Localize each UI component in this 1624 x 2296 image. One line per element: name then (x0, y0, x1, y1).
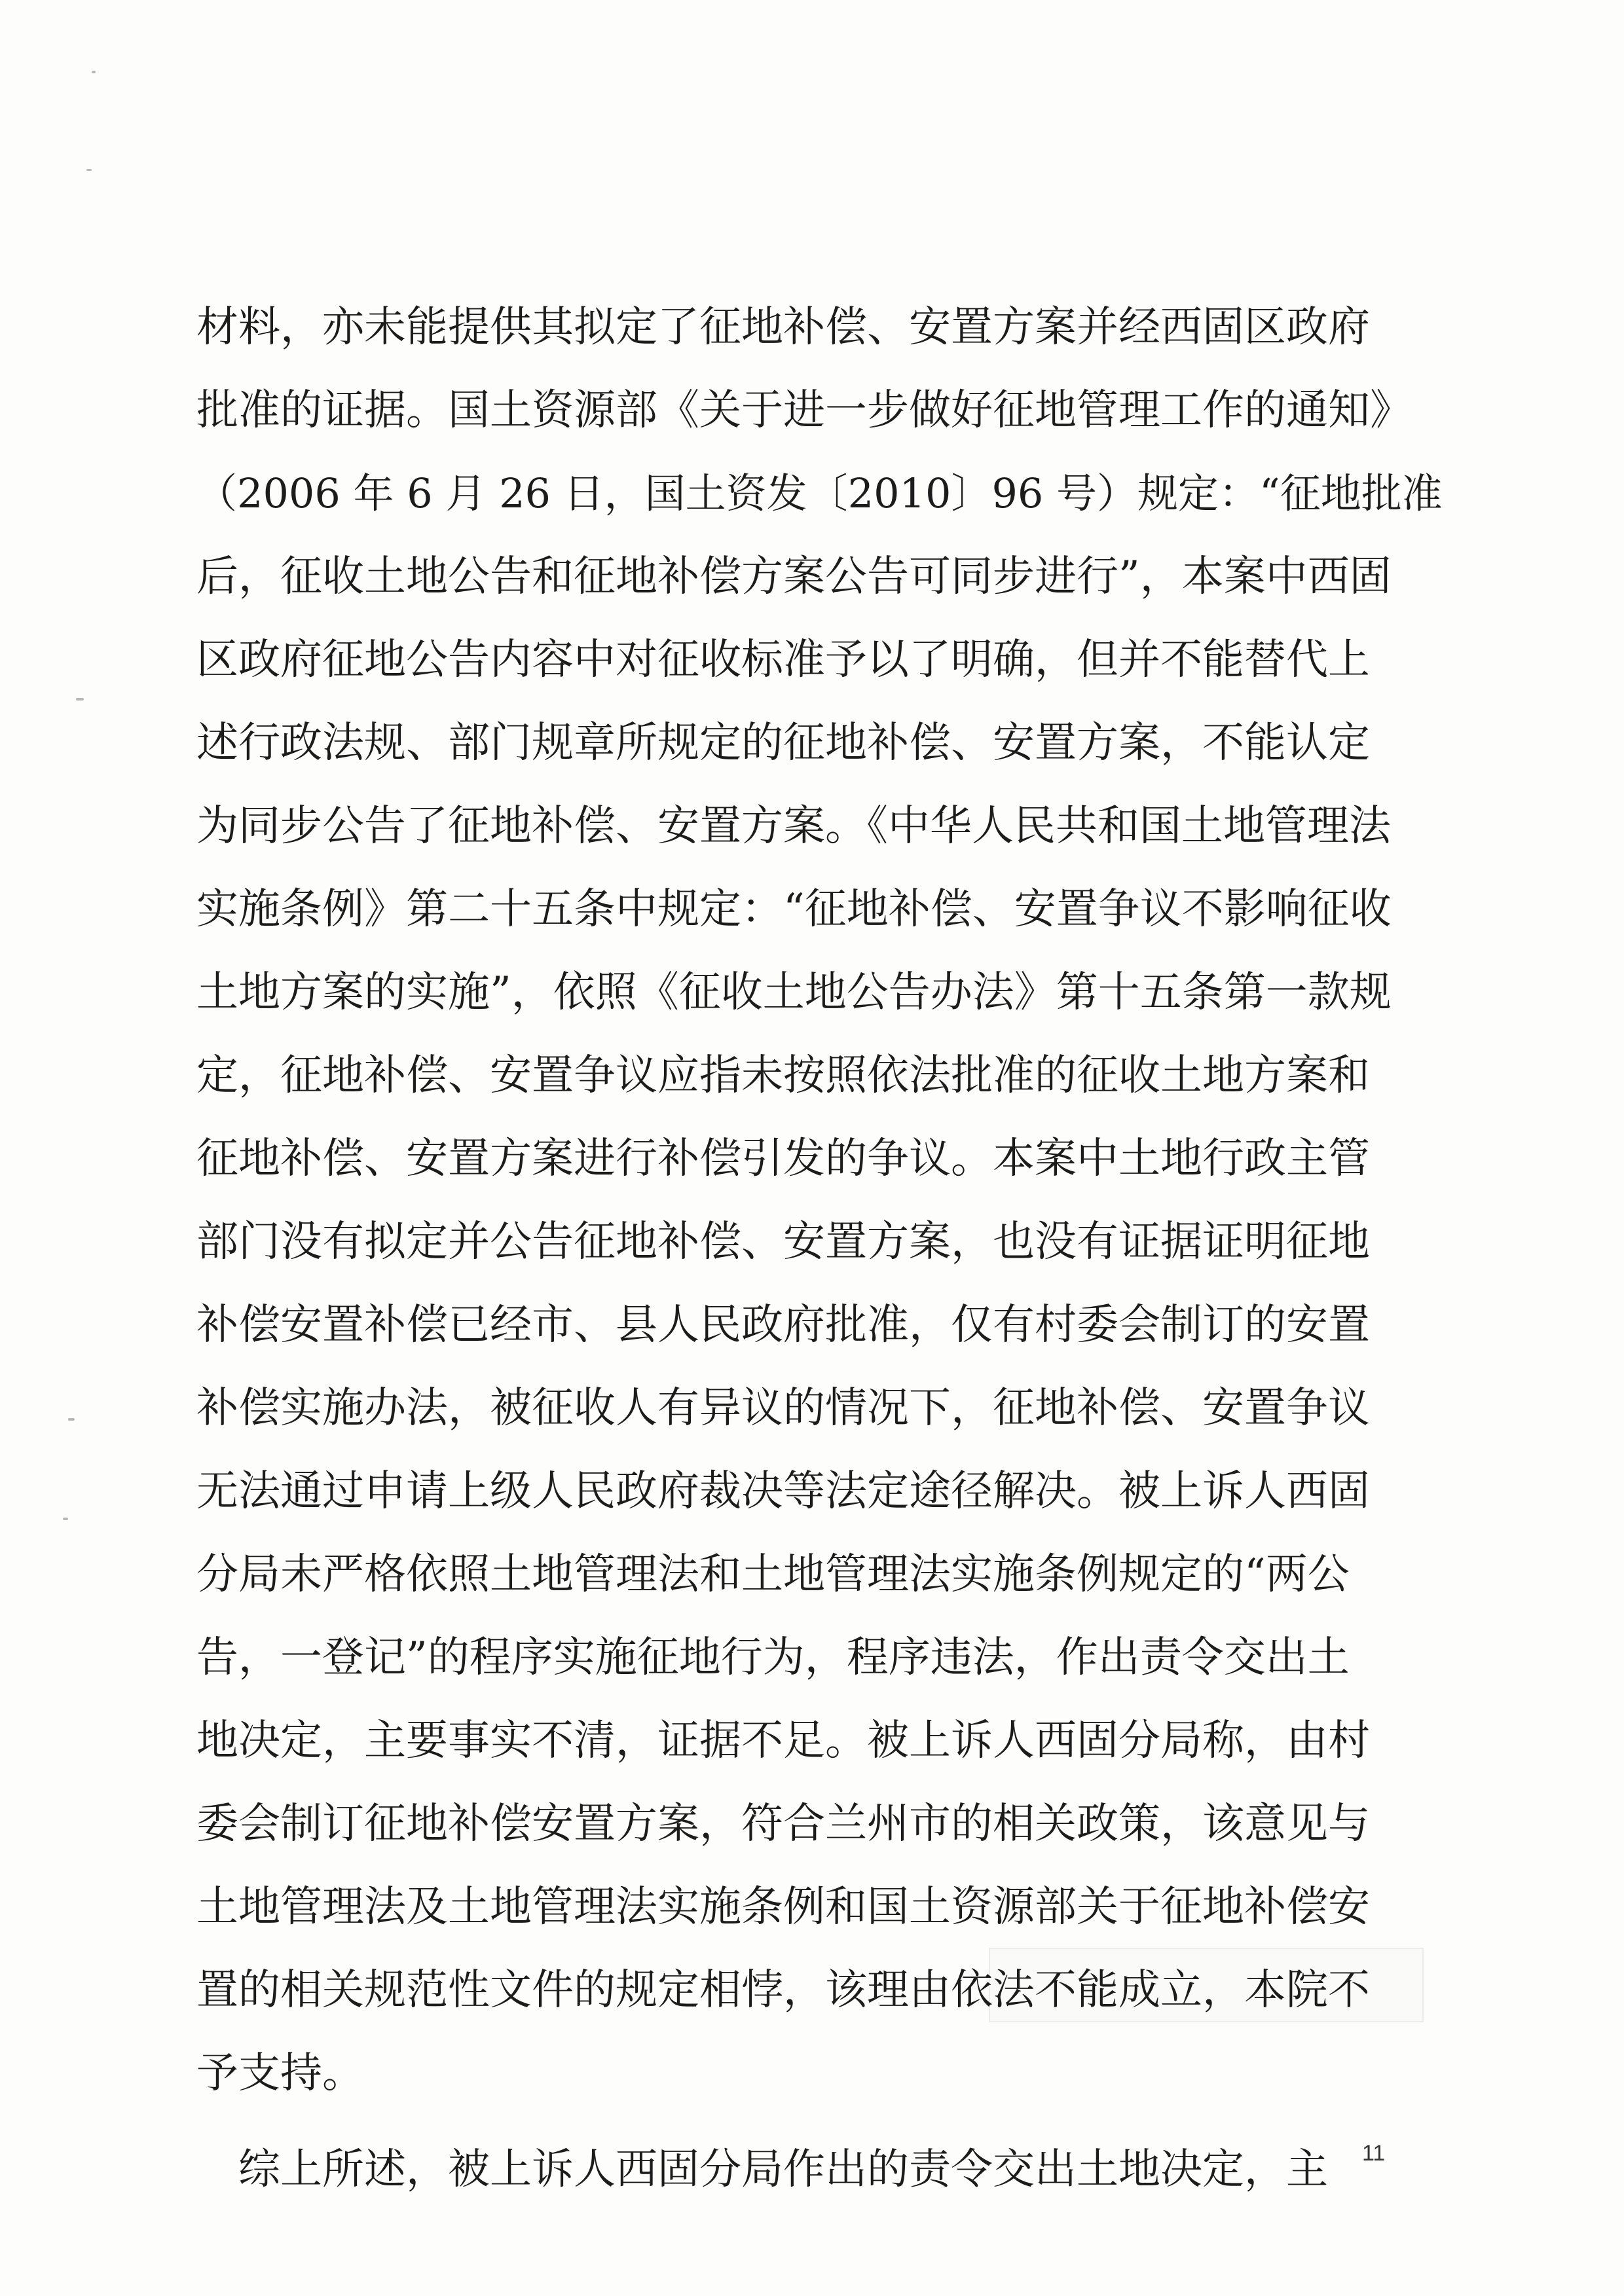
text-line: 实施条例》第二十五条中规定：“征地补偿、安置争议不影响征收 (196, 885, 1392, 934)
text-line: 土地方案的实施”，依照《征收土地公告办法》第十五条第一款规 (196, 968, 1392, 1017)
text-line: 材料，亦未能提供其拟定了征地补偿、安置方案并经西固区政府 (196, 303, 1370, 352)
text-line: 批准的证据。国土资源部《关于进一步做好征地管理工作的通知》 (196, 386, 1412, 435)
text-line: 述行政法规、部门规章所规定的征地补偿、安置方案，不能认定 (196, 719, 1370, 767)
scan-speck (76, 698, 84, 701)
text-line: 后，征收土地公告和征地补偿方案公告可同步进行”，本案中西固 (196, 553, 1392, 601)
paragraph-start-line: 综上所述，被上诉人西固分局作出的责令交出土地决定，主 (238, 2145, 1328, 2194)
page-number: 11 (1362, 2141, 1386, 2166)
text-line: 征地补偿、安置方案进行补偿引发的争议。本案中土地行政主管 (196, 1135, 1370, 1183)
text-line: 告，一登记”的程序实施征地行为，程序违法，作出责令交出土 (196, 1633, 1350, 1682)
text-line: 补偿实施办法，被征收人有异议的情况下，征地补偿、安置争议 (196, 1384, 1370, 1432)
text-line: 部门没有拟定并公告征地补偿、安置方案，也没有证据证明征地 (196, 1218, 1370, 1266)
text-line: 区政府征地公告内容中对征收标准予以了明确，但并不能替代上 (196, 636, 1370, 684)
text-line: 补偿安置补偿已经市、县人民政府批准，仅有村委会制订的安置 (196, 1301, 1370, 1349)
text-line: 无法通过申请上级人民政府裁决等法定途径解决。被上诉人西固 (196, 1467, 1370, 1516)
text-line: 委会制订征地补偿安置方案，符合兰州市的相关政策，该意见与 (196, 1800, 1370, 1848)
scan-speck (86, 169, 92, 171)
text-line: 予支持。 (196, 2049, 364, 2098)
scan-speck (63, 1518, 68, 1520)
scan-speck (92, 71, 96, 73)
text-line: 分局未严格依照土地管理法和土地管理法实施条例规定的“两公 (196, 1550, 1350, 1599)
text-line: 为同步公告了征地补偿、安置方案。《中华人民共和国土地管理法 (196, 802, 1391, 850)
text-line: 土地管理法及土地管理法实施条例和国土资源部关于征地补偿安 (196, 1883, 1370, 1931)
text-line: 地决定，主要事实不清，证据不足。被上诉人西固分局称，由村 (196, 1717, 1370, 1765)
text-line: 定，征地补偿、安置争议应指未按照依法批准的征收土地方案和 (196, 1051, 1370, 1100)
scan-speck (68, 1418, 75, 1421)
text-line: （2006 年 6 月 26 日，国土资发〔2010〕96 号）规定：“征地批准 (196, 469, 1443, 517)
text-line: 置的相关规范性文件的规定相悖，该理由依法不能成立，本院不 (196, 1966, 1370, 2014)
